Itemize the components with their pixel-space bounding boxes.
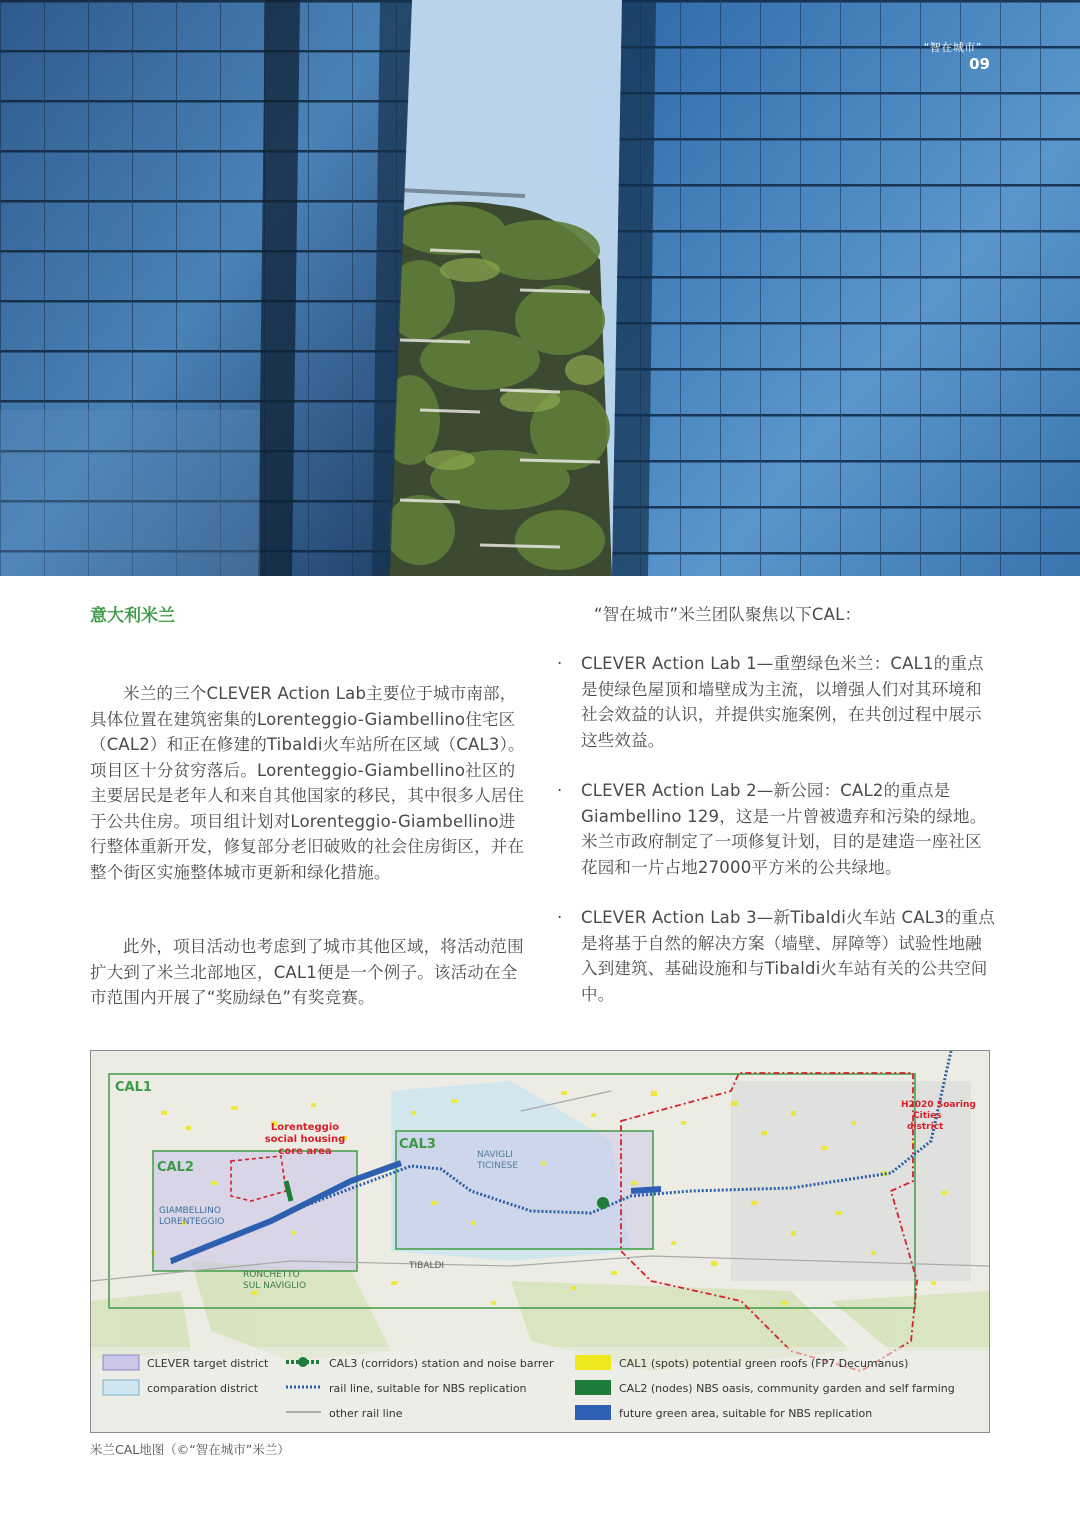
legend-cal1-roofs: CAL1 (spots) potential green roofs (FP7 Decumanus) [619, 1357, 909, 1370]
body-paragraph-2: 此外，项目活动也考虑到了城市其他区域，将活动范围扩大到了米兰北部地区，CAL1便是一个例子。该活动在全市范围内开展了“奖励绿色”有奖竞赛。 [90, 937, 524, 1007]
cal-item-text: CLEVER Action Lab 1—重塑绿色米兰：CAL1的重点是使绿色屋顶和墙壁成为主流，以增强人们对其环境和社会效益的认识，并提供实施案例，在共创过程中展示这些效益。 [581, 654, 984, 750]
map-label-cal1: CAL1 [115, 1080, 152, 1095]
legend-other-rail: other rail line [329, 1407, 403, 1420]
map-label-tibaldi: TIBALDI [409, 1261, 445, 1271]
map-label-sul-naviglio: SUL NAVIGLIO [243, 1281, 307, 1291]
section-title: 意大利米兰 [90, 606, 175, 626]
legend-cal2-nodes: CAL2 (nodes) NBS oasis, community garden and self farming [619, 1382, 955, 1395]
map-label-cal3: CAL3 [399, 1137, 436, 1152]
bullet-marker: · [557, 908, 563, 927]
legend-target-district: CLEVER target district [147, 1357, 269, 1370]
map-illustration [91, 1051, 989, 1432]
map-label-core-area: core area [278, 1146, 332, 1157]
map-label-giambellino: GIAMBELLINO [159, 1206, 221, 1216]
map-label-district: district [907, 1122, 944, 1132]
legend-rail-line-nbs: rail line, suitable for NBS replication [329, 1382, 527, 1395]
cal-map [90, 1050, 990, 1433]
map-caption: 米兰CAL地图（©“智在城市”米兰） [90, 1442, 290, 1457]
page-number: 09 [969, 55, 990, 73]
cal-item-2 [557, 778, 997, 880]
magazine-tag: “智在城市” [923, 41, 982, 54]
cal-item-text: CLEVER Action Lab 2—新公园：CAL2的重点是Giambellino 129，这是一片曾被遗弃和污染的绿地。米兰市政府制定了一项修复计划，目的是建造一座社区花园和一片占地27000平方米的公共绿地。 [581, 781, 987, 877]
map-label-lorenteggio: Lorenteggio [270, 1122, 340, 1133]
bullet-marker: · [557, 654, 563, 673]
legend-cal3-station: CAL3 (corridors) station and noise barrer [329, 1357, 554, 1370]
cal-item-text: CLEVER Action Lab 3—新Tibaldi火车站 CAL3的重点是将基于自然的解决方案（墙壁、屏障等）试验性地融入到建筑、基础设施和与Tibaldi火车站有关的公共空间中。 [581, 908, 995, 1004]
hero-illustration [0, 0, 1080, 576]
body-paragraph-1: 米兰的三个CLEVER Action Lab主要位于城市南部，具体位置在建筑密集的Lorenteggio-Giambellino住宅区（CAL2）和正在修建的Tibaldi火车站所在区域（CAL3）。项目区十分贫穷落后。Lorenteggio-Giambellino社区的主要居民是老年人和来自其他国家的移民，其中很多人居住于公共住房。项目组计划对Lorenteggio-Giambellino进行整体重新开发，修复部分老旧破败的社会住房街区，并在整个街区实施整体城市更新和绿化措施。 [90, 684, 525, 882]
map-label-social-housing: social housing [264, 1134, 346, 1145]
map-label-navigli: NAVIGLI [477, 1150, 513, 1160]
cal-item-1 [557, 651, 997, 753]
cal-item-3 [557, 905, 997, 1007]
legend-comparation-district: comparation district [147, 1382, 259, 1395]
bullet-marker: · [557, 781, 563, 800]
cal-list [557, 651, 997, 1032]
cal-intro: “智在城市”米兰团队聚焦以下CAL： [594, 605, 862, 624]
map-label-ticinese: TICINESE [477, 1161, 518, 1171]
map-label-ronchetto: RONCHETTO [243, 1270, 300, 1280]
map-label-lorenteggio-district: LORENTEGGIO [159, 1217, 225, 1227]
hero-photo [0, 0, 1080, 576]
map-label-h2020: H2020 Soaring [901, 1100, 976, 1110]
map-label-cities: Cities [913, 1111, 942, 1121]
legend-future-green: future green area, suitable for NBS replication [619, 1407, 873, 1420]
map-label-cal2: CAL2 [157, 1160, 194, 1175]
